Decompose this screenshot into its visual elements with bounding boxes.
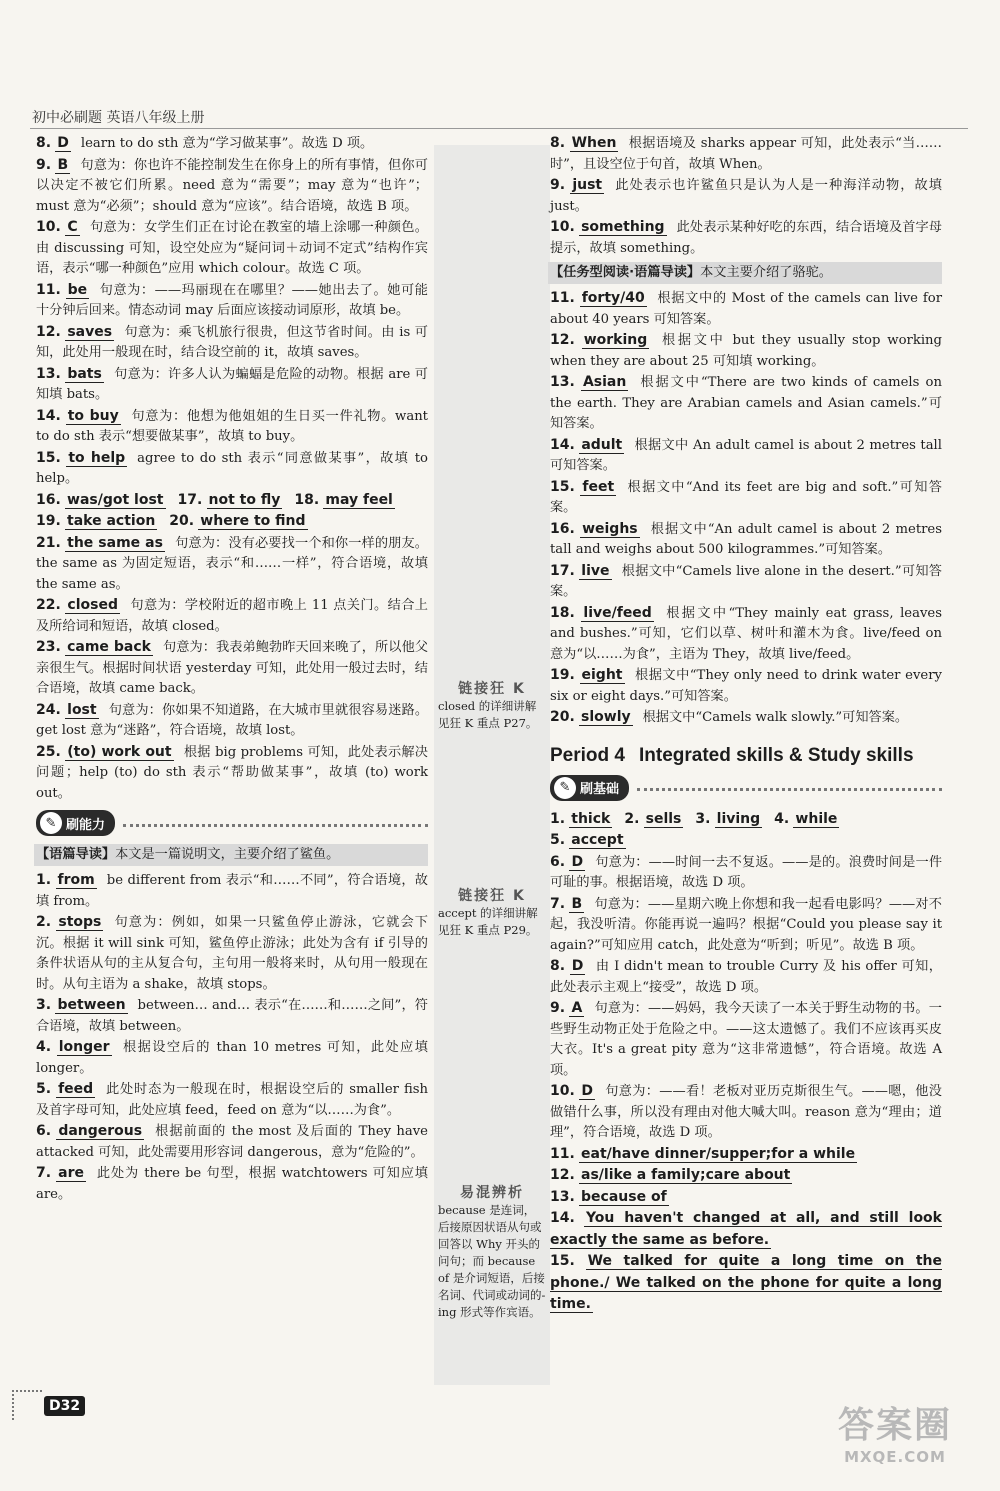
item-explanation: 句意为：他想为他姐姐的生日买一件礼物。want to do sth 表示“想要做某事”，故填 to buy。 [36, 408, 428, 444]
answer-item [550, 561, 942, 603]
item-explanation: 根据设空后的 than 10 metres 可知，此处应填 longer。 [36, 1040, 428, 1076]
side-note-title: 链接狂 K [458, 888, 526, 904]
item-explanation: 由 I didn't mean to trouble Curry 及 his offer 可知，此处表示主观上“接受”，故选 D 项。 [550, 959, 942, 995]
item-explanation: 根据文中“They mainly eat grass, leaves and bushes.”可知，它们以草、树叶和灌木为食。live/feed on 意为“以……为食”，主语为 They，故填 live/feed。 [550, 605, 942, 662]
item-answer: from [57, 872, 95, 888]
item-number: 1. [36, 872, 52, 888]
answer-item [36, 870, 428, 912]
item-answer: to help [68, 449, 126, 466]
item-number: 13. [550, 1188, 575, 1205]
answer-item [36, 364, 428, 406]
item-answer: saves [67, 323, 113, 340]
item-number: 3. [36, 997, 52, 1013]
item-number: 16. [550, 520, 575, 537]
item-explanation: be different from 表示“和……不同”，符合语境，故填 from。 [36, 873, 428, 909]
item-number: 25. [36, 743, 61, 760]
reading-guide-label: 【语篇导读】 [36, 847, 116, 862]
item-answer: D [571, 853, 584, 870]
side-note-title: 链接狂 K [458, 681, 526, 697]
item-answer: eat/have dinner/supper;for a while [581, 1145, 856, 1162]
dotted-divider [123, 824, 428, 827]
item-answer: may feel [325, 491, 393, 508]
item-answer: slowly [581, 709, 631, 725]
answer-item [36, 448, 428, 490]
answer-item [36, 322, 428, 364]
item-number: 11. [550, 290, 575, 306]
item-explanation: 此处时态为一般现在时，根据设空后的 smaller fish 及首字母可知，此处应填 feed，feed on 意为“以……为食”。 [36, 1082, 428, 1118]
right-multi-2 [550, 830, 942, 852]
item-number: 17. [177, 491, 203, 508]
answer-item [550, 435, 942, 477]
item-answer: live [581, 562, 610, 579]
item-number: 14. [36, 407, 61, 424]
item-number: 14. [550, 1210, 575, 1226]
period-label: Period 4 [550, 744, 625, 766]
item-answer: take action [67, 513, 156, 529]
item-explanation: 根据文中“An adult camel is about 2 metres tall and weighs about 500 kilogrammes.”可知答案。 [550, 521, 942, 557]
task-reading-label: 【任务型阅读·语篇导读】 [550, 265, 701, 280]
item-answer: longer [58, 1039, 110, 1055]
answer-item [550, 852, 942, 894]
answer-item [550, 330, 942, 372]
answer-item [550, 1208, 942, 1251]
item-answer: eight [581, 667, 623, 683]
answer-item [550, 519, 942, 561]
item-answer: are [58, 1165, 85, 1181]
item-number: 8. [550, 135, 566, 151]
answer-item [36, 995, 428, 1037]
item-number: 20. [169, 513, 195, 529]
item-answer: D [581, 1083, 593, 1099]
item-answer: thick [571, 810, 611, 827]
item-number: 6. [36, 1123, 52, 1139]
left-column [36, 133, 428, 1205]
answer-item [36, 533, 428, 596]
item-explanation: 根据文中“Camels walk slowly.”可知答案。 [642, 710, 909, 725]
item-explanation: 根据文中的 Most of the camels can live for about 40 years 可知答案。 [550, 291, 942, 327]
task-reading-bar [548, 262, 942, 284]
item-explanation: 句意为：——星期六晚上你想和我一起看电影吗？——对不起，我没听清。你能再说一遍吗？根据“Could you please say it again?”可知应用 catch，此处意为“听到；听见”。故选 B 项。 [550, 896, 942, 953]
side-note [434, 888, 550, 939]
reading-guide-bar [34, 844, 428, 866]
item-explanation: 句意为：女学生们正在讨论在教室的墙上涂哪一种颜色。由 discussing 可知，设空处应为“疑问词＋动词不定式”结构作宾语，表示“哪一种颜色”应用 which colour。故选 C 项。 [36, 220, 428, 276]
item-answer: be [67, 281, 88, 298]
item-answer: We talked for quite a long time on the phone./ We talked on the phone for quite a long time. [550, 1253, 942, 1312]
item-explanation: 句意为：学校附近的超市晚上 11 点关门。结合上及所给词和短语，故填 closed。 [36, 598, 428, 634]
item-answer: lost [67, 701, 97, 718]
task-reading-text: 本文主要介绍了骆驼。 [700, 265, 832, 280]
item-answer: When [571, 135, 617, 151]
answer-item [36, 1037, 428, 1079]
answer-item [36, 1163, 428, 1205]
item-number: 10. [36, 219, 61, 235]
item-explanation: 根据文中 An adult camel is about 2 metres tall 可知答案。 [550, 437, 942, 473]
answer-item [550, 477, 942, 519]
left-items-a [36, 133, 428, 490]
item-explanation: 根据文中“Camels live alone in the desert.”可知答案。 [550, 563, 942, 599]
item-number: 4. [774, 810, 790, 827]
item-answer: feet [582, 478, 615, 495]
answer-item [550, 133, 942, 175]
answer-item [550, 603, 942, 666]
item-number: 11. [550, 1145, 575, 1162]
page-header: 初中必刷题 英语八年级上册 [32, 110, 205, 126]
item-number: 18. [550, 604, 575, 621]
item-answer: B [571, 895, 583, 912]
item-explanation: 此处表示某种好吃的东西，结合语境及首字母提示，故填 something。 [550, 220, 942, 256]
period-heading [550, 745, 942, 767]
side-note [434, 1185, 550, 1321]
item-explanation: 根据语境及 sharks appear 可知，此处表示“当……时”，且设空位于句首，故填 When。 [550, 136, 942, 172]
side-note-text: because 是连词，后接原因状语从句或回答以 Why 开头的问句；而 because of 是介词短语，后接名词、代词或动词的-ing 形式等作宾语。 [438, 1203, 546, 1319]
item-answer: while [795, 810, 838, 827]
item-number: 1. [550, 810, 566, 827]
item-answer: something [581, 219, 665, 235]
item-number: 24. [36, 701, 61, 718]
item-answer: as/like a family;care about [581, 1167, 791, 1183]
item-explanation: 根据前面的 the most 及后面的 They have attacked 可知，此处需要用形容词 dangerous，意为“危险的”。 [36, 1124, 428, 1160]
item-answer: D [57, 135, 69, 151]
answer-item [36, 912, 428, 995]
item-explanation: 句意为：你也许不能控制发生在你身上的所有事情，但你可以决定不被它们所累。need 意为“需要”；may 意为“也许”；must 意为“必须”；should 意为“应该”。结合语境，故选 B 项。 [36, 157, 428, 214]
pencil-icon: ✎ [554, 777, 576, 799]
item-number: 11. [36, 281, 61, 298]
item-number: 2. [36, 914, 52, 930]
answer-item [550, 1187, 942, 1209]
answer-item [550, 217, 942, 259]
right-items-c [550, 852, 942, 1316]
item-explanation: 根据 big problems 可知，此处表示解决问题；help (to) do sth 表示“帮助做某事”，故填 (to) work out。 [36, 744, 428, 801]
item-answer: A [571, 1000, 583, 1016]
item-number: 15. [36, 449, 61, 466]
item-answer: Asian [582, 374, 627, 390]
answer-item [36, 217, 428, 280]
item-explanation: 句意为：——时间一去不复返。——是的。浪费时间是一件可耻的事。根据语境，故选 D 项。 [550, 854, 943, 890]
item-number: 18. [294, 491, 320, 508]
item-number: 12. [550, 1167, 575, 1183]
side-note-title: 易混辨析 [460, 1185, 524, 1201]
answer-item [550, 1081, 942, 1144]
item-answer: living [716, 810, 761, 827]
answer-item [36, 280, 428, 322]
left-multi-2 [36, 511, 428, 533]
answer-item [36, 742, 428, 805]
item-number: 20. [550, 709, 575, 725]
watermark-url: MXQE.COM [844, 1448, 946, 1466]
item-number: 7. [36, 1165, 52, 1181]
right-column [550, 133, 942, 1316]
item-answer: bats [67, 365, 102, 382]
item-answer: dangerous [58, 1123, 143, 1139]
item-number: 21. [36, 534, 61, 551]
item-number: 15. [550, 478, 575, 495]
answer-item [550, 956, 942, 998]
item-number: 8. [550, 958, 566, 974]
section-badge [36, 810, 115, 836]
right-multi-1 [550, 809, 942, 831]
item-number: 22. [36, 597, 61, 613]
item-answer: not to fly [208, 491, 281, 508]
item-number: 17. [550, 562, 575, 579]
item-explanation: 句意为：许多人认为蝙蝠是危险的动物。根据 are 可知填 bats。 [36, 366, 428, 402]
answer-item [550, 175, 942, 217]
badge-label: 刷能力 [66, 817, 106, 833]
watermark-title: 答案圈 [837, 1405, 952, 1446]
item-number: 13. [550, 374, 575, 390]
item-answer: live/feed [583, 604, 652, 621]
item-explanation: 句意为：——玛丽现在在哪里？——她出去了。她可能十分钟后回来。情态动词 may 后面应该接动词原形，故填 be。 [36, 282, 428, 318]
item-explanation: 句意为：乘飞机旅行很贵，但这节省时间。由 is 可知，此处用一般现在时，结合设空前的 it，故填 saves。 [36, 324, 428, 360]
item-number: 9. [550, 1000, 566, 1016]
item-answer: where to find [200, 513, 306, 529]
side-note [434, 681, 550, 732]
item-answer: was/got lost [67, 491, 164, 508]
item-explanation: 根据文中“There are two kinds of camels on the earth. They are Arabian camels and Asian camels.”可知答案。 [550, 375, 942, 431]
answer-item [550, 372, 942, 435]
item-answer: just [572, 177, 603, 193]
item-explanation: 句意为：你如果不知道路，在大城市里就很容易迷路。get lost 意为“迷路”，符合语境，故填 lost。 [36, 702, 429, 738]
item-answer: closed [67, 597, 118, 613]
item-number: 19. [550, 667, 575, 683]
answer-item [550, 894, 942, 957]
item-answer: C [67, 219, 78, 235]
section-badge [550, 775, 629, 801]
item-number: 23. [36, 639, 61, 655]
item-explanation: 根据文中 but they usually stop working when they are about 25 可知填 working。 [550, 333, 942, 369]
answer-item [550, 998, 942, 1081]
badge-row-basics [550, 773, 942, 803]
item-explanation: 句意为：——妈妈，我今天读了一本关于野生动物的书。一些野生动物正处于危险之中。——这太遗憾了。我们不应该再买皮大衣。It's a great pity 意为“这非常遗憾”，符合语境。故选 A 项。 [550, 1001, 942, 1078]
item-number: 12. [550, 332, 575, 348]
item-explanation: agree to do sth 表示“同意做某事”，故填 to help。 [36, 450, 428, 486]
item-answer: adult [581, 436, 623, 453]
item-number: 13. [36, 365, 61, 382]
item-number: 3. [695, 810, 711, 827]
period-title: Integrated skills & Study skills [638, 744, 914, 766]
side-note-text: closed 的详细讲解见狂 K 重点 P27。 [438, 699, 538, 730]
item-number: 19. [36, 513, 61, 529]
item-answer: sells [645, 810, 682, 827]
item-explanation: between… and… 表示“在……和……之间”，符合语境，故填 between。 [36, 998, 428, 1034]
answer-item [550, 288, 942, 330]
watermark [820, 1397, 970, 1477]
answer-item [550, 1144, 942, 1166]
page-number: D32 [44, 1396, 85, 1416]
item-number: 4. [36, 1039, 52, 1055]
item-answer: B [57, 156, 69, 173]
answer-item [36, 595, 428, 637]
item-number: 2. [624, 810, 640, 827]
item-number: 12. [36, 323, 61, 340]
item-answer: between [57, 997, 126, 1013]
item-number: 5. [36, 1081, 52, 1097]
item-answer: working [583, 332, 648, 348]
item-answer: feed [58, 1081, 94, 1097]
answer-item [550, 707, 942, 729]
left-items-c [36, 870, 428, 1205]
item-number: 10. [550, 1083, 575, 1099]
item-number: 14. [550, 436, 575, 453]
item-number: 10. [550, 219, 575, 235]
side-notes-column [434, 145, 550, 1385]
item-explanation: 句意为：——看！老板对亚历克斯很生气。——嗯，他没做错什么事，所以没有理由对他大喊大叫。reason 意为“理由；道理”，符合语境，故选 D 项。 [550, 1084, 942, 1140]
side-note-text: accept 的详细讲解见狂 K 重点 P29。 [438, 906, 538, 937]
answer-item [550, 665, 942, 707]
item-explanation: 根据文中“And its feet are big and soft.”可知答案。 [550, 479, 942, 515]
item-explanation: 此处为 there be 句型，根据 watchtowers 可知应填 are。 [36, 1166, 428, 1202]
item-number: 6. [550, 853, 566, 870]
badge-label: 刷基础 [580, 782, 620, 797]
item-answer: (to) work out [67, 743, 172, 760]
item-number: 8. [36, 135, 52, 151]
dotted-divider [637, 788, 942, 791]
item-number: 7. [550, 895, 566, 912]
item-number: 15. [550, 1253, 575, 1269]
answer-item [550, 1165, 942, 1187]
item-number: 9. [36, 156, 52, 173]
item-explanation: 句意为：例如，如果一只鲨鱼停止游泳，它就会下沉。根据 it will sink 可知，鲨鱼停止游泳；此处为含有 if 引导的条件状语从句的主从复合句，主句用一般将来时，从句用一般现在时。从句主语为 a shake，故填 stops。 [36, 915, 428, 992]
item-explanation: learn to do sth 意为“学习做某事”。故选 D 项。 [80, 136, 374, 151]
item-answer: stops [58, 914, 102, 930]
item-explanation: 句意为：我表弟鲍勃昨天回来晚了，所以他父亲很生气。根据时间状语 yesterday 可知，此处用一般过去时，结合语境，故填 came back。 [36, 640, 429, 696]
item-explanation: 根据文中“They only need to drink water every six or eight days.”可知答案。 [550, 668, 942, 704]
item-answer: accept [571, 832, 624, 848]
item-number: 5. [550, 832, 566, 848]
item-explanation: 此处表示也许鲨鱼只是认为人是一种海洋动物，故填 just。 [550, 178, 942, 214]
left-multi-1 [36, 490, 428, 512]
answer-item [36, 406, 428, 448]
answer-item [36, 155, 428, 218]
answer-item [36, 133, 428, 155]
item-answer: You haven't changed at all, and still look exactly the same as before. [550, 1210, 942, 1248]
item-explanation: 句意为：没有必要找一个和你一样的朋友。the same as 为固定短语，表示“和……一样”，符合语境，故填 the same as。 [36, 535, 428, 592]
item-answer: forty/40 [581, 290, 645, 306]
item-number: 16. [36, 491, 61, 508]
right-items-b [550, 288, 942, 729]
item-answer: the same as [67, 534, 163, 551]
reading-guide-text: 本文是一篇说明文，主要介绍了鲨鱼。 [115, 847, 340, 862]
item-answer: because of [581, 1188, 667, 1205]
corner-decoration [12, 1390, 42, 1420]
answer-item [36, 1079, 428, 1121]
item-answer: D [571, 958, 584, 974]
answer-item [36, 700, 428, 742]
answer-item [550, 1251, 942, 1316]
item-answer: came back [67, 639, 151, 655]
item-answer: to buy [67, 407, 119, 424]
header-rule [30, 128, 968, 129]
answer-item [36, 637, 428, 700]
left-items-b [36, 533, 428, 805]
answer-item [36, 1121, 428, 1163]
item-answer: weighs [582, 520, 638, 537]
pencil-icon: ✎ [40, 812, 62, 834]
right-items-a [550, 133, 942, 259]
item-number: 9. [550, 177, 566, 193]
badge-row-ability [36, 808, 428, 838]
